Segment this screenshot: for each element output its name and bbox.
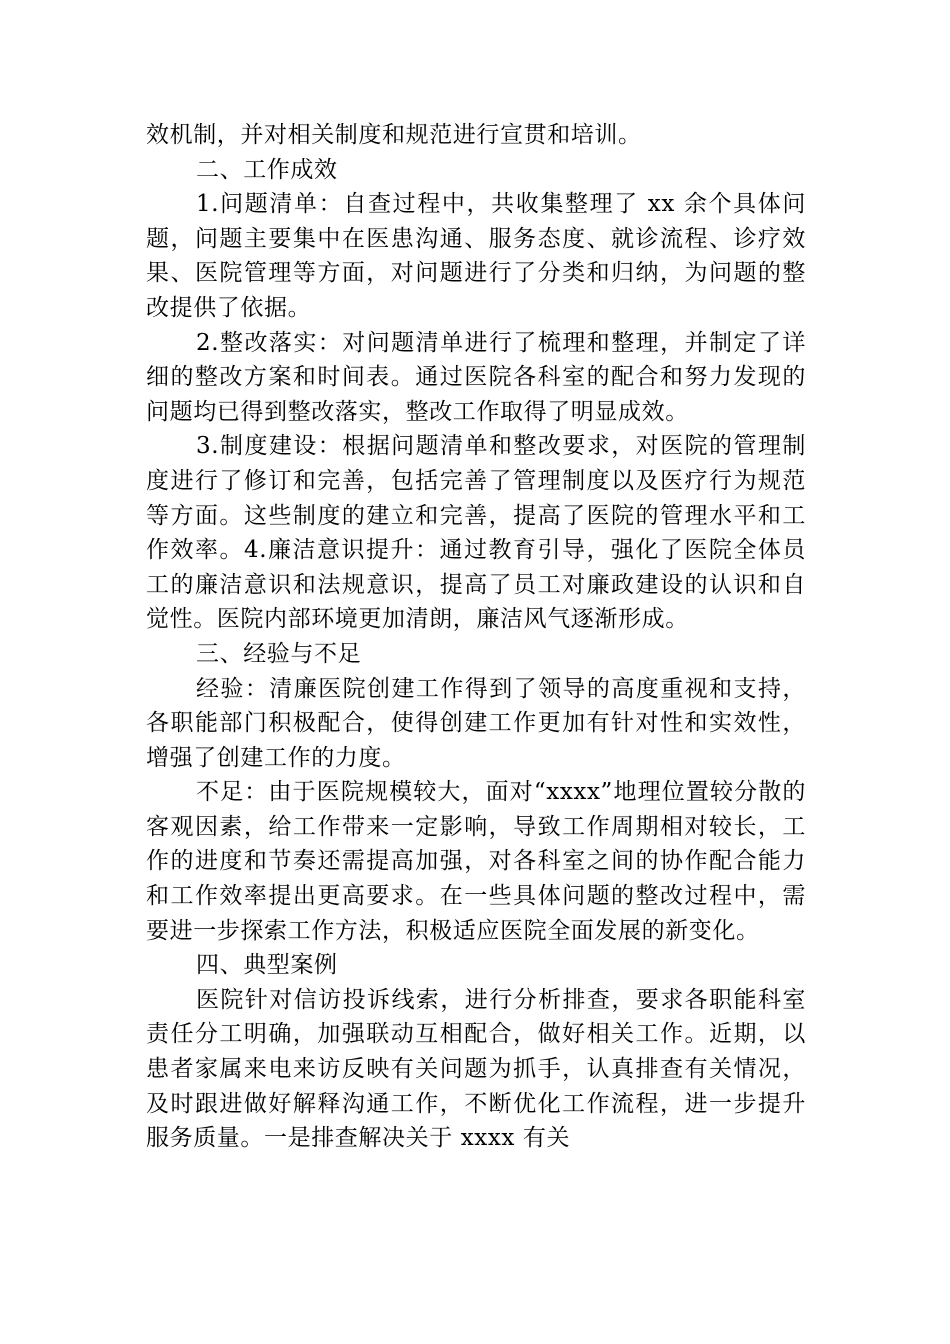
document-page (146, 118, 806, 1156)
section-heading-experience: 三、经验与不足 (196, 640, 362, 667)
section-heading-typical-cases: 四、典型案例 (196, 952, 338, 979)
paragraph-rectification: 2.整改落实：对问题清单进行了梳理和整理，并制定了详细的整改方案和时间表。通过医院各科室的配合和努力发现的问题均已得到整改落实，整改工作取得了明显成效。 (146, 329, 806, 425)
paragraph-typical-case: 医院针对信访投诉线索，进行分析排查，要求各职能科室责任分工明确，加强联动互相配合，做好相关工作。近期，以患者家属来电来访反映有关问题为抓手，认真排查有关情况，及时跟进做好解释沟通工作，不断优化工作流程，进一步提升服务质量。一是排查解决关于 xxxx 有关 (146, 986, 806, 1152)
paragraph-experience: 经验：清廉医院创建工作得到了领导的高度重视和支持，各职能部门积极配合，使得创建工作更加有针对性和实效性，增强了创建工作的力度。 (146, 675, 806, 771)
paragraph-system-building: 3.制度建设：根据问题清单和整改要求，对医院的管理制度进行了修订和完善，包括完善了管理制度以及医疗行为规范等方面。这些制度的建立和完善，提高了医院的管理水平和工作效率。4.廉洁意识提升：通过教育引导，强化了医院全体员工的廉洁意识和法规意识，提高了员工对廉政建设的认识和自觉性。医院内部环境更加清朗，廉洁风气逐渐形成。 (146, 433, 806, 633)
section-heading-work-results: 二、工作成效 (196, 156, 338, 183)
paragraph-shortcomings: 不足：由于医院规模较大，面对“xxxx”地理位置较分散的客观因素，给工作带来一定影响，导致工作周期相对较长，工作的进度和节奏还需提高加强，对各科室之间的协作配合能力和工作效率提出更高要求。在一些具体问题的整改过程中，需要进一步探索工作方法，积极适应医院全面发展的新变化。 (146, 779, 806, 944)
paragraph-continuation: 效机制，并对相关制度和规范进行宣贯和培训。 (146, 122, 642, 148)
paragraph-problem-list: 1.问题清单：自查过程中，共收集整理了 xx 余个具体问题，问题主要集中在医患沟通、服务态度、就诊流程、诊疗效果、医院管理等方面，对问题进行了分类和归纳，为问题的整改提供了依据。 (146, 191, 806, 321)
